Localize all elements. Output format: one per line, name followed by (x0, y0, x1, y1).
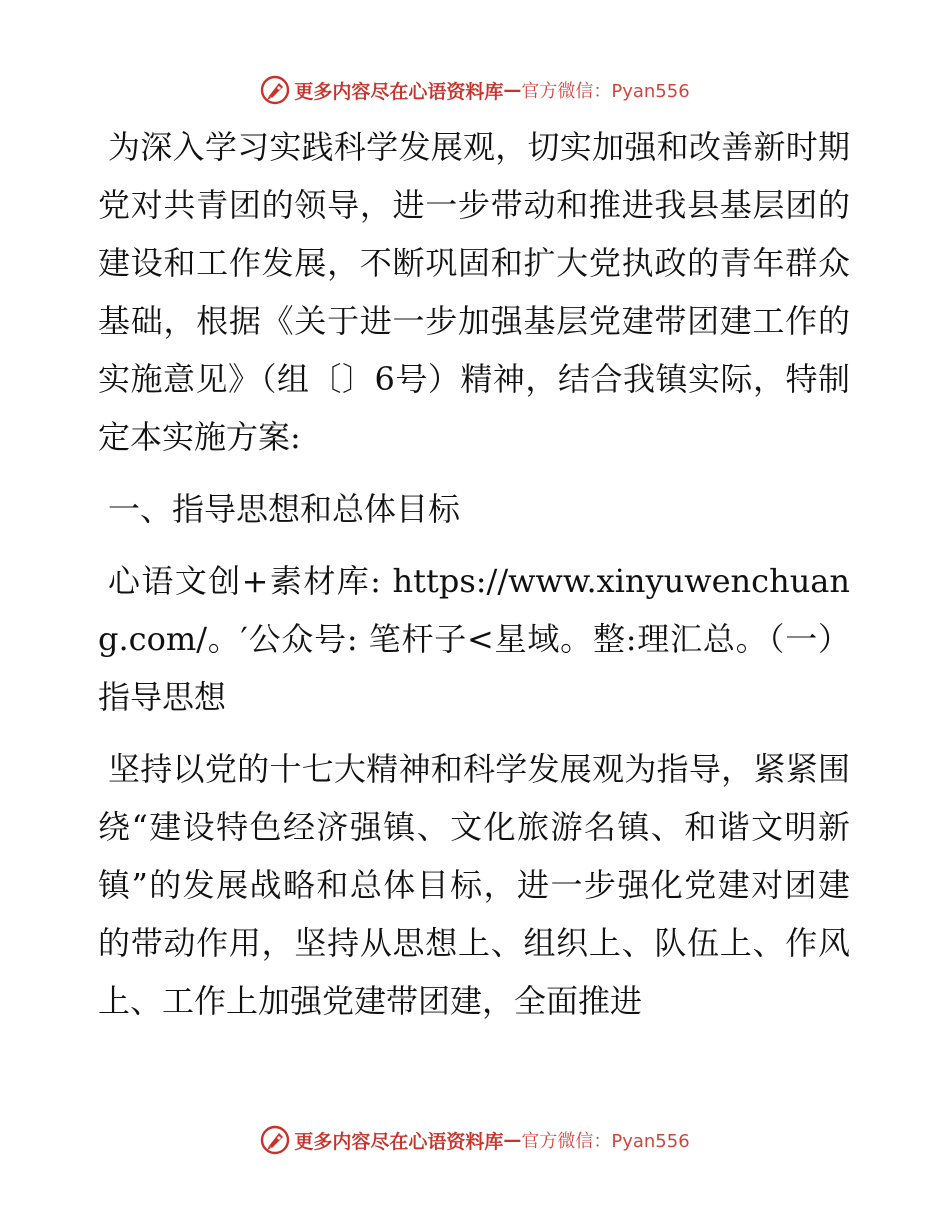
banner-separator: — (503, 1129, 522, 1151)
paragraph-intro: 为深入学习实践科学发展观，切实加强和改善新时期党对共青团的领导，进一步带动和推进我县基层团的建设和工作发展，不断巩固和扩大党执政的青年群众基础，根据《关于进一步加强基层党建带团建工作的实施意见》（组〔〕6号）精神，结合我镇实际，特制定本实施方案: (98, 128, 850, 456)
banner-main-text: 更多内容尽在心语资料库 (294, 1130, 504, 1153)
footer-banner (0, 1120, 950, 1160)
section-heading: 一、指导思想和总体目标 (108, 490, 461, 528)
pen-nib-logo-icon (260, 1125, 290, 1155)
banner-separator: — (503, 79, 522, 101)
paragraph-guiding-thought: 坚持以党的十七大精神和科学发展观为指导，紧紧围绕“建设特色经济强镇、文化旅游名镇、和谐文明新镇”的发展战略和总体目标，进一步强化党建对团建的带动作用，坚持从思想上、组织上、队伍上、作风上、工作上加强党建带团建，全面推进 (98, 750, 850, 1020)
paragraph-source-note: 心语文创+素材库: https://www.xinyuwenchuang.com/。′公众号: 笔杆子<星域。整:理汇总。（一）指导思想 (98, 562, 850, 716)
document-body (98, 118, 850, 1030)
header-banner (0, 70, 950, 110)
pen-nib-logo-icon (260, 75, 290, 105)
banner-sub-text: 官方微信：Pyan556 (521, 81, 690, 102)
banner-sub-text: 官方微信：Pyan556 (521, 1131, 690, 1152)
banner-main-text: 更多内容尽在心语资料库 (294, 80, 504, 103)
